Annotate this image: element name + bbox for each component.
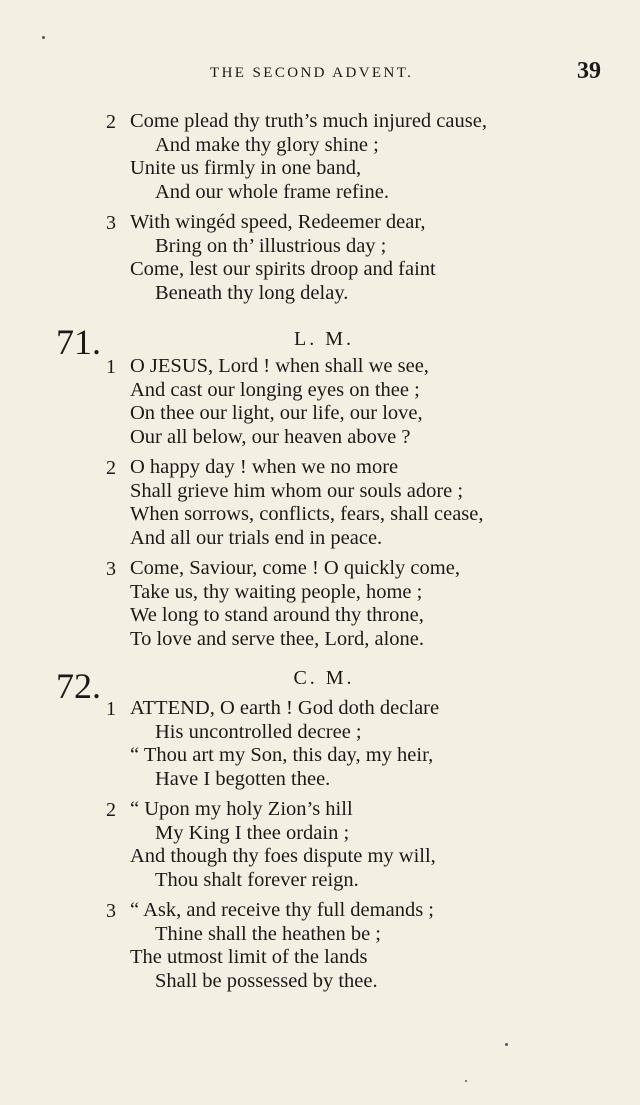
paper-speck <box>505 1043 508 1046</box>
stanza-number: 1 <box>106 698 116 720</box>
verse-line: Shall grieve him whom our souls adore ; <box>130 479 464 502</box>
stanza <box>0 211 640 305</box>
paper-speck <box>465 1080 467 1082</box>
verse-line: On thee our light, our life, our love, <box>130 402 423 424</box>
verse-line: Our all below, our heaven above ? <box>130 425 411 448</box>
verse-line: Take us, thy waiting people, home ; <box>130 580 423 603</box>
verse-line: And make thy glory shine ; <box>155 133 379 156</box>
verse-line: When sorrows, conflicts, fears, shall cease, <box>130 503 484 525</box>
verse-line: Bring on th’ illustrious day ; <box>155 234 387 257</box>
stanza-number: 2 <box>106 799 116 821</box>
hymn-number: 71. <box>56 322 101 362</box>
verse-line: Come, Saviour, come ! O quickly come, <box>130 557 460 579</box>
stanza-number: 3 <box>106 558 116 580</box>
meter-label: L. M. <box>294 328 354 350</box>
verse-line: Thou shalt forever reign. <box>155 868 359 891</box>
stanza <box>0 355 640 449</box>
stanza-number: 3 <box>106 900 116 922</box>
page-number: 39 <box>577 58 601 84</box>
verse-line: Shall be possessed by thee. <box>155 969 378 992</box>
stanza <box>0 110 640 204</box>
stanza <box>0 798 640 892</box>
verse-line: With wingéd speed, Redeemer dear, <box>130 211 426 233</box>
verse-line: “ Thou art my Son, this day, my heir, <box>130 744 434 766</box>
hymn-number: 72. <box>56 666 101 706</box>
verse-line: O JESUS, Lord ! when shall we see, <box>130 355 429 377</box>
verse-line: Thine shall the heathen be ; <box>155 922 381 945</box>
verse-line: The utmost limit of the lands <box>130 946 368 968</box>
verse-line: And cast our longing eyes on thee ; <box>130 378 420 401</box>
verse-line: We long to stand around thy throne, <box>130 604 424 626</box>
stanza <box>0 899 640 993</box>
verse-line: Unite us firmly in one band, <box>130 157 362 179</box>
verse-line: And our whole frame refine. <box>155 180 389 203</box>
verse-line: “ Upon my holy Zion’s hill <box>130 798 353 820</box>
stanza-number: 2 <box>106 111 116 133</box>
stanza-number: 2 <box>106 457 116 479</box>
verse-line: My King I thee ordain ; <box>155 821 350 844</box>
verse-line: Beneath thy long delay. <box>155 281 349 304</box>
stanza <box>0 456 640 550</box>
stanza-number: 3 <box>106 212 116 234</box>
verse-line: Come plead thy truth’s much injured cause, <box>130 110 487 132</box>
verse-line: Come, lest our spirits droop and faint <box>130 258 436 280</box>
continued-hymn <box>0 110 640 305</box>
hymn-72 <box>0 697 640 993</box>
hymn-71 <box>0 355 640 651</box>
verse-line: O happy day ! when we no more <box>130 456 399 478</box>
verse-line: “ Ask, and receive thy full demands ; <box>130 899 434 921</box>
meter-label: C. M. <box>293 667 355 689</box>
verse-line: To love and serve thee, Lord, alone. <box>130 627 424 650</box>
stanza <box>0 697 640 791</box>
page-header <box>0 58 640 90</box>
paper-speck <box>42 36 45 39</box>
verse-line: And though thy foes dispute my will, <box>130 845 436 867</box>
verse-line: Have I begotten thee. <box>155 767 331 790</box>
stanza-number: 1 <box>106 356 116 378</box>
verse-line: And all our trials end in peace. <box>130 526 383 549</box>
stanza <box>0 557 640 651</box>
running-head: THE SECOND ADVENT. <box>210 65 414 81</box>
verse-line: His uncontrolled decree ; <box>155 720 362 743</box>
verse-line: ATTEND, O earth ! God doth declare <box>130 697 440 719</box>
